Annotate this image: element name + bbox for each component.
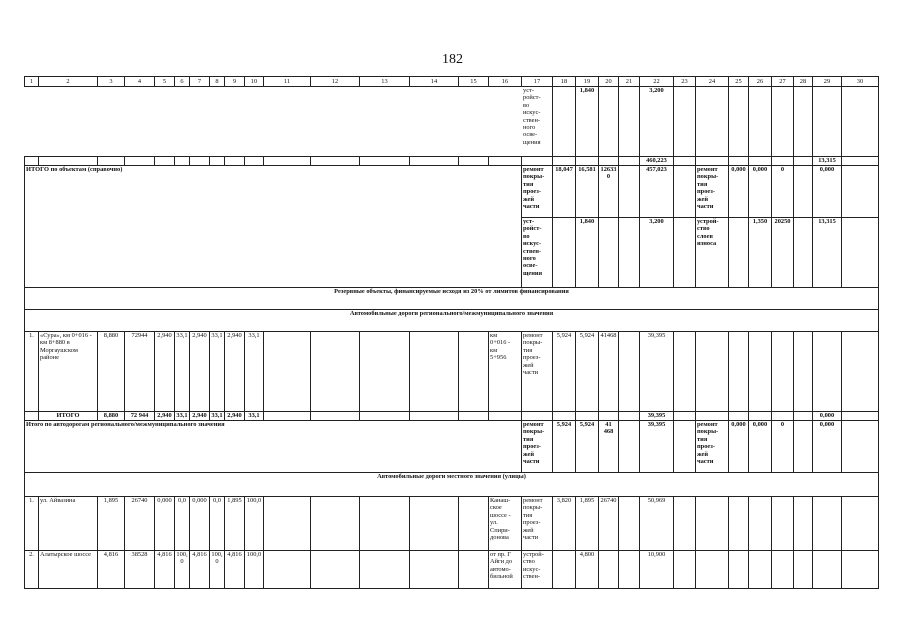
cell bbox=[842, 332, 879, 412]
table-row bbox=[25, 157, 879, 166]
value-cell: 126330 bbox=[599, 166, 619, 218]
value-cell: 72944 bbox=[125, 332, 155, 412]
cell bbox=[729, 551, 749, 589]
cell bbox=[772, 157, 794, 166]
cell bbox=[553, 551, 576, 589]
cell bbox=[772, 551, 794, 589]
value-cell: 3,200 bbox=[640, 87, 674, 157]
col-num: 3 bbox=[98, 77, 125, 87]
col-num: 9 bbox=[225, 77, 245, 87]
value-cell: 5,924 bbox=[576, 332, 599, 412]
object-name: ул. Айвазина bbox=[39, 497, 98, 551]
cell bbox=[619, 87, 640, 157]
table-row bbox=[25, 551, 879, 589]
value-cell: 39,395 bbox=[640, 421, 674, 473]
cell bbox=[696, 551, 729, 589]
row-number: 1. bbox=[25, 497, 39, 551]
value-cell: 457,023 bbox=[640, 166, 674, 218]
document-table bbox=[24, 76, 879, 589]
cell bbox=[729, 412, 749, 421]
cell bbox=[553, 87, 576, 157]
value-cell: 0,0 bbox=[210, 497, 225, 551]
value-cell: 41468 bbox=[599, 332, 619, 412]
cell bbox=[674, 332, 696, 412]
cell bbox=[459, 332, 489, 412]
value-cell: 72 944 bbox=[125, 412, 155, 421]
cell bbox=[264, 551, 311, 589]
value-cell: 18,047 bbox=[553, 166, 576, 218]
col-num: 13 bbox=[360, 77, 410, 87]
cell bbox=[25, 412, 39, 421]
table-row bbox=[25, 332, 879, 412]
cell bbox=[311, 332, 360, 412]
value-cell: 33,1 bbox=[175, 332, 190, 412]
cell bbox=[553, 218, 576, 288]
cell bbox=[772, 332, 794, 412]
cell bbox=[410, 332, 459, 412]
cell bbox=[489, 157, 522, 166]
value-cell: 26740 bbox=[599, 497, 619, 551]
cell bbox=[599, 157, 619, 166]
cell bbox=[553, 157, 576, 166]
col-num: 4 bbox=[125, 77, 155, 87]
value-cell: 0,000 bbox=[190, 497, 210, 551]
cell bbox=[842, 421, 879, 473]
value-cell: 39,395 bbox=[640, 332, 674, 412]
col-num: 30 bbox=[842, 77, 879, 87]
value-cell: 0,000 bbox=[813, 166, 842, 218]
cell bbox=[311, 412, 360, 421]
value-cell: 0 bbox=[772, 421, 794, 473]
section-title: Автомобильные дороги местного значения (улицы) bbox=[25, 473, 879, 497]
table-row bbox=[25, 87, 879, 157]
col-num: 11 bbox=[264, 77, 311, 87]
cell bbox=[264, 412, 311, 421]
cell bbox=[772, 497, 794, 551]
cell bbox=[175, 157, 190, 166]
cell bbox=[674, 421, 696, 473]
col-num: 6 bbox=[175, 77, 190, 87]
value-cell: 1,840 bbox=[576, 218, 599, 288]
value-cell: 39,395 bbox=[640, 412, 674, 421]
cell bbox=[459, 157, 489, 166]
cell bbox=[729, 157, 749, 166]
work-type-cell: ремонт покры- тия проез- жей части bbox=[522, 332, 553, 412]
value-cell: 8,880 bbox=[98, 332, 125, 412]
cell bbox=[459, 412, 489, 421]
cell bbox=[794, 421, 813, 473]
total-label: Итого по автодорогам регионального/межмуниципального значения bbox=[25, 421, 522, 473]
cell bbox=[522, 157, 553, 166]
cell bbox=[794, 497, 813, 551]
value-cell: 5,924 bbox=[553, 421, 576, 473]
work-type-cell: ремонт покры- тия проез- жей части bbox=[522, 421, 553, 473]
table-row bbox=[25, 166, 879, 218]
cell bbox=[813, 87, 842, 157]
value-cell: 4,800 bbox=[576, 551, 599, 589]
cell bbox=[576, 412, 599, 421]
cell bbox=[360, 157, 410, 166]
cell bbox=[674, 218, 696, 288]
cell bbox=[360, 412, 410, 421]
value-cell: 100,0 bbox=[245, 551, 264, 589]
cell bbox=[674, 551, 696, 589]
work-type-cell: ремонт покры- тия проез- жей части bbox=[696, 166, 729, 218]
value-cell: 16,581 bbox=[576, 166, 599, 218]
value-cell: 33,1 bbox=[176, 412, 188, 419]
cell bbox=[210, 157, 225, 166]
value-cell: 1,840 bbox=[576, 87, 599, 157]
col-num: 28 bbox=[794, 77, 813, 87]
col-num: 1 bbox=[25, 77, 39, 87]
value-cell: 0,000 bbox=[749, 421, 772, 473]
work-type-cell: ремонт покры- тия проез- жей части bbox=[696, 421, 729, 473]
col-num: 12 bbox=[311, 77, 360, 87]
cell bbox=[749, 332, 772, 412]
cell bbox=[749, 412, 772, 421]
value-cell: 50,969 bbox=[640, 497, 674, 551]
cell bbox=[794, 332, 813, 412]
value-cell: 2,940 bbox=[190, 332, 210, 412]
cell bbox=[696, 497, 729, 551]
cell bbox=[794, 412, 813, 421]
segment-cell: Канаш- ское шоссе - ул. Спири- донова bbox=[489, 497, 522, 551]
value-cell: 5,924 bbox=[553, 332, 576, 412]
cell bbox=[696, 332, 729, 412]
section-row bbox=[25, 288, 879, 310]
value-cell: 0,0 bbox=[175, 497, 190, 551]
cell bbox=[794, 551, 813, 589]
value-cell: 0,000 bbox=[729, 166, 749, 218]
cell bbox=[264, 157, 311, 166]
value-cell: 0,000 bbox=[749, 166, 772, 218]
col-num: 14 bbox=[410, 77, 459, 87]
col-num: 22 bbox=[640, 77, 674, 87]
value-cell: 13,315 bbox=[813, 157, 842, 166]
work-type-cell: устрой- ство слоев износа bbox=[696, 218, 729, 288]
value-cell: 0,000 bbox=[813, 421, 842, 473]
value-cell: 460,223 bbox=[640, 157, 674, 166]
cell bbox=[729, 218, 749, 288]
cell bbox=[772, 412, 794, 421]
section-row bbox=[25, 473, 879, 497]
cell bbox=[98, 157, 125, 166]
cell bbox=[599, 87, 619, 157]
value-cell: 33,1 bbox=[211, 412, 223, 419]
cell bbox=[729, 87, 749, 157]
cell bbox=[813, 551, 842, 589]
cell bbox=[794, 87, 813, 157]
value-cell: 2,940 bbox=[155, 412, 175, 421]
value-cell: 38528 bbox=[125, 551, 155, 589]
value-cell: 2,940 bbox=[155, 332, 175, 412]
cell bbox=[311, 551, 360, 589]
col-num: 16 bbox=[489, 77, 522, 87]
cell bbox=[599, 551, 619, 589]
value-cell: 10,900 bbox=[640, 551, 674, 589]
value-cell: 33,1 bbox=[245, 412, 264, 421]
cell bbox=[489, 412, 522, 421]
table-row bbox=[25, 421, 879, 473]
cell bbox=[553, 412, 576, 421]
col-num: 25 bbox=[729, 77, 749, 87]
row-number: 1. bbox=[25, 332, 39, 412]
col-num: 2 bbox=[39, 77, 98, 87]
cell bbox=[749, 87, 772, 157]
cell bbox=[225, 157, 245, 166]
cell bbox=[360, 551, 410, 589]
cell bbox=[311, 497, 360, 551]
value-cell: 0 bbox=[772, 166, 794, 218]
value-cell: 100,0 bbox=[210, 551, 225, 589]
col-num: 26 bbox=[749, 77, 772, 87]
segment-cell: км 0+016 - км 5+956 bbox=[489, 332, 522, 412]
cell bbox=[729, 497, 749, 551]
cell bbox=[619, 332, 640, 412]
cell bbox=[842, 497, 879, 551]
col-num: 24 bbox=[696, 77, 729, 87]
cell bbox=[674, 497, 696, 551]
cell bbox=[749, 497, 772, 551]
value-cell: 3,200 bbox=[640, 218, 674, 288]
cell bbox=[696, 157, 729, 166]
cell bbox=[619, 166, 640, 218]
value-cell: 100,0 bbox=[175, 551, 190, 589]
cell bbox=[794, 166, 813, 218]
col-num: 8 bbox=[210, 77, 225, 87]
work-type-cell: ремонт покры- тия проез- жей части bbox=[522, 166, 553, 218]
cell bbox=[522, 412, 553, 421]
col-num: 5 bbox=[155, 77, 175, 87]
cell bbox=[794, 157, 813, 166]
cell bbox=[772, 87, 794, 157]
cell bbox=[696, 87, 729, 157]
col-num: 19 bbox=[576, 77, 599, 87]
cell bbox=[410, 551, 459, 589]
cell bbox=[749, 157, 772, 166]
cell bbox=[410, 412, 459, 421]
subtotal-label: ИТОГО bbox=[39, 412, 98, 421]
value-cell: 33,1 bbox=[210, 332, 225, 412]
empty-cell bbox=[25, 87, 522, 157]
total-label: ИТОГО по объектам (справочно) bbox=[25, 166, 522, 288]
value-cell: 2,940 bbox=[225, 332, 245, 412]
work-type-cell: устрой- ство искус- ствен- bbox=[522, 551, 553, 589]
cell bbox=[619, 412, 640, 421]
section-title: Резервные объекты, финансируемые исходя из 20% от лимитов финансирования bbox=[25, 288, 879, 310]
value-cell: 100,0 bbox=[245, 497, 264, 551]
segment-cell: от пр. Г Айги до автомо- бильной bbox=[489, 551, 522, 589]
cell bbox=[674, 166, 696, 218]
table-row bbox=[25, 412, 879, 421]
value-cell: 0,000 bbox=[155, 497, 175, 551]
cell bbox=[794, 218, 813, 288]
cell bbox=[729, 332, 749, 412]
cell bbox=[619, 218, 640, 288]
cell bbox=[264, 497, 311, 551]
col-num: 29 bbox=[813, 77, 842, 87]
work-type-cell: ремонт покры- тия проез- жей части bbox=[522, 497, 553, 551]
cell bbox=[619, 421, 640, 473]
cell bbox=[155, 157, 175, 166]
value-cell: 33,1 bbox=[245, 332, 264, 412]
value-cell: 13,315 bbox=[813, 218, 842, 288]
value-cell: 26740 bbox=[125, 497, 155, 551]
cell bbox=[842, 87, 879, 157]
cell bbox=[619, 157, 640, 166]
value-cell: 0,000 bbox=[813, 412, 842, 421]
cell bbox=[264, 332, 311, 412]
cell bbox=[842, 551, 879, 589]
cell bbox=[410, 157, 459, 166]
cell bbox=[311, 157, 360, 166]
section-title: Автомобильные дороги регионального/межмуниципального значения bbox=[25, 310, 879, 332]
page-number: 182 bbox=[442, 52, 463, 67]
column-number-header bbox=[25, 77, 879, 87]
cell bbox=[674, 412, 696, 421]
cell bbox=[842, 166, 879, 218]
section-row bbox=[25, 310, 879, 332]
value-cell: 1,350 bbox=[749, 218, 772, 288]
col-num: 10 bbox=[245, 77, 264, 87]
value-cell: 4,816 bbox=[155, 551, 175, 589]
table-row bbox=[25, 497, 879, 551]
object-name: «Сура», км 0+016 - км 8+880 в Моргаушском районе bbox=[39, 332, 98, 412]
col-num: 21 bbox=[619, 77, 640, 87]
work-type-cell: уст- ройст- во искус- ствен- ного осве- щения bbox=[522, 87, 553, 157]
cell bbox=[459, 497, 489, 551]
value-cell: 3,820 bbox=[553, 497, 576, 551]
object-name: Алатырское шоссе bbox=[39, 551, 98, 589]
cell bbox=[749, 551, 772, 589]
work-type-cell: уст- ройст- во искус- ствен- ного осве- щения bbox=[522, 218, 553, 288]
cell bbox=[245, 157, 264, 166]
cell bbox=[576, 157, 599, 166]
cell bbox=[25, 157, 39, 166]
cell bbox=[459, 551, 489, 589]
cell bbox=[842, 412, 879, 421]
cell bbox=[842, 157, 879, 166]
cell bbox=[696, 412, 729, 421]
value-cell: 1,895 bbox=[225, 497, 245, 551]
cell bbox=[190, 157, 210, 166]
value-cell: 5,924 bbox=[576, 421, 599, 473]
value-cell: 2,940 bbox=[225, 412, 245, 421]
cell bbox=[360, 497, 410, 551]
value-cell: 2,940 bbox=[190, 412, 210, 421]
value-cell: 41 468 bbox=[599, 421, 619, 473]
col-num: 15 bbox=[459, 77, 489, 87]
cell bbox=[674, 157, 696, 166]
value-cell: 20250 bbox=[772, 218, 794, 288]
value-cell: 1,895 bbox=[98, 497, 125, 551]
col-num: 18 bbox=[553, 77, 576, 87]
col-num: 20 bbox=[599, 77, 619, 87]
cell bbox=[360, 332, 410, 412]
cell bbox=[619, 551, 640, 589]
cell bbox=[39, 157, 98, 166]
value-cell: 4,816 bbox=[225, 551, 245, 589]
cell bbox=[619, 497, 640, 551]
cell bbox=[842, 218, 879, 288]
cell bbox=[813, 332, 842, 412]
col-num: 27 bbox=[772, 77, 794, 87]
cell bbox=[674, 87, 696, 157]
value-cell: 4,816 bbox=[98, 551, 125, 589]
row-number: 2. bbox=[25, 551, 39, 589]
value-cell: 1,895 bbox=[576, 497, 599, 551]
cell bbox=[813, 497, 842, 551]
cell bbox=[599, 412, 619, 421]
value-cell: 8,880 bbox=[98, 412, 125, 421]
value-cell: 0,000 bbox=[729, 421, 749, 473]
col-num: 17 bbox=[522, 77, 553, 87]
col-num: 23 bbox=[674, 77, 696, 87]
cell bbox=[125, 157, 155, 166]
value-cell: 4,816 bbox=[190, 551, 210, 589]
cell bbox=[599, 218, 619, 288]
cell bbox=[410, 497, 459, 551]
col-num: 7 bbox=[190, 77, 210, 87]
